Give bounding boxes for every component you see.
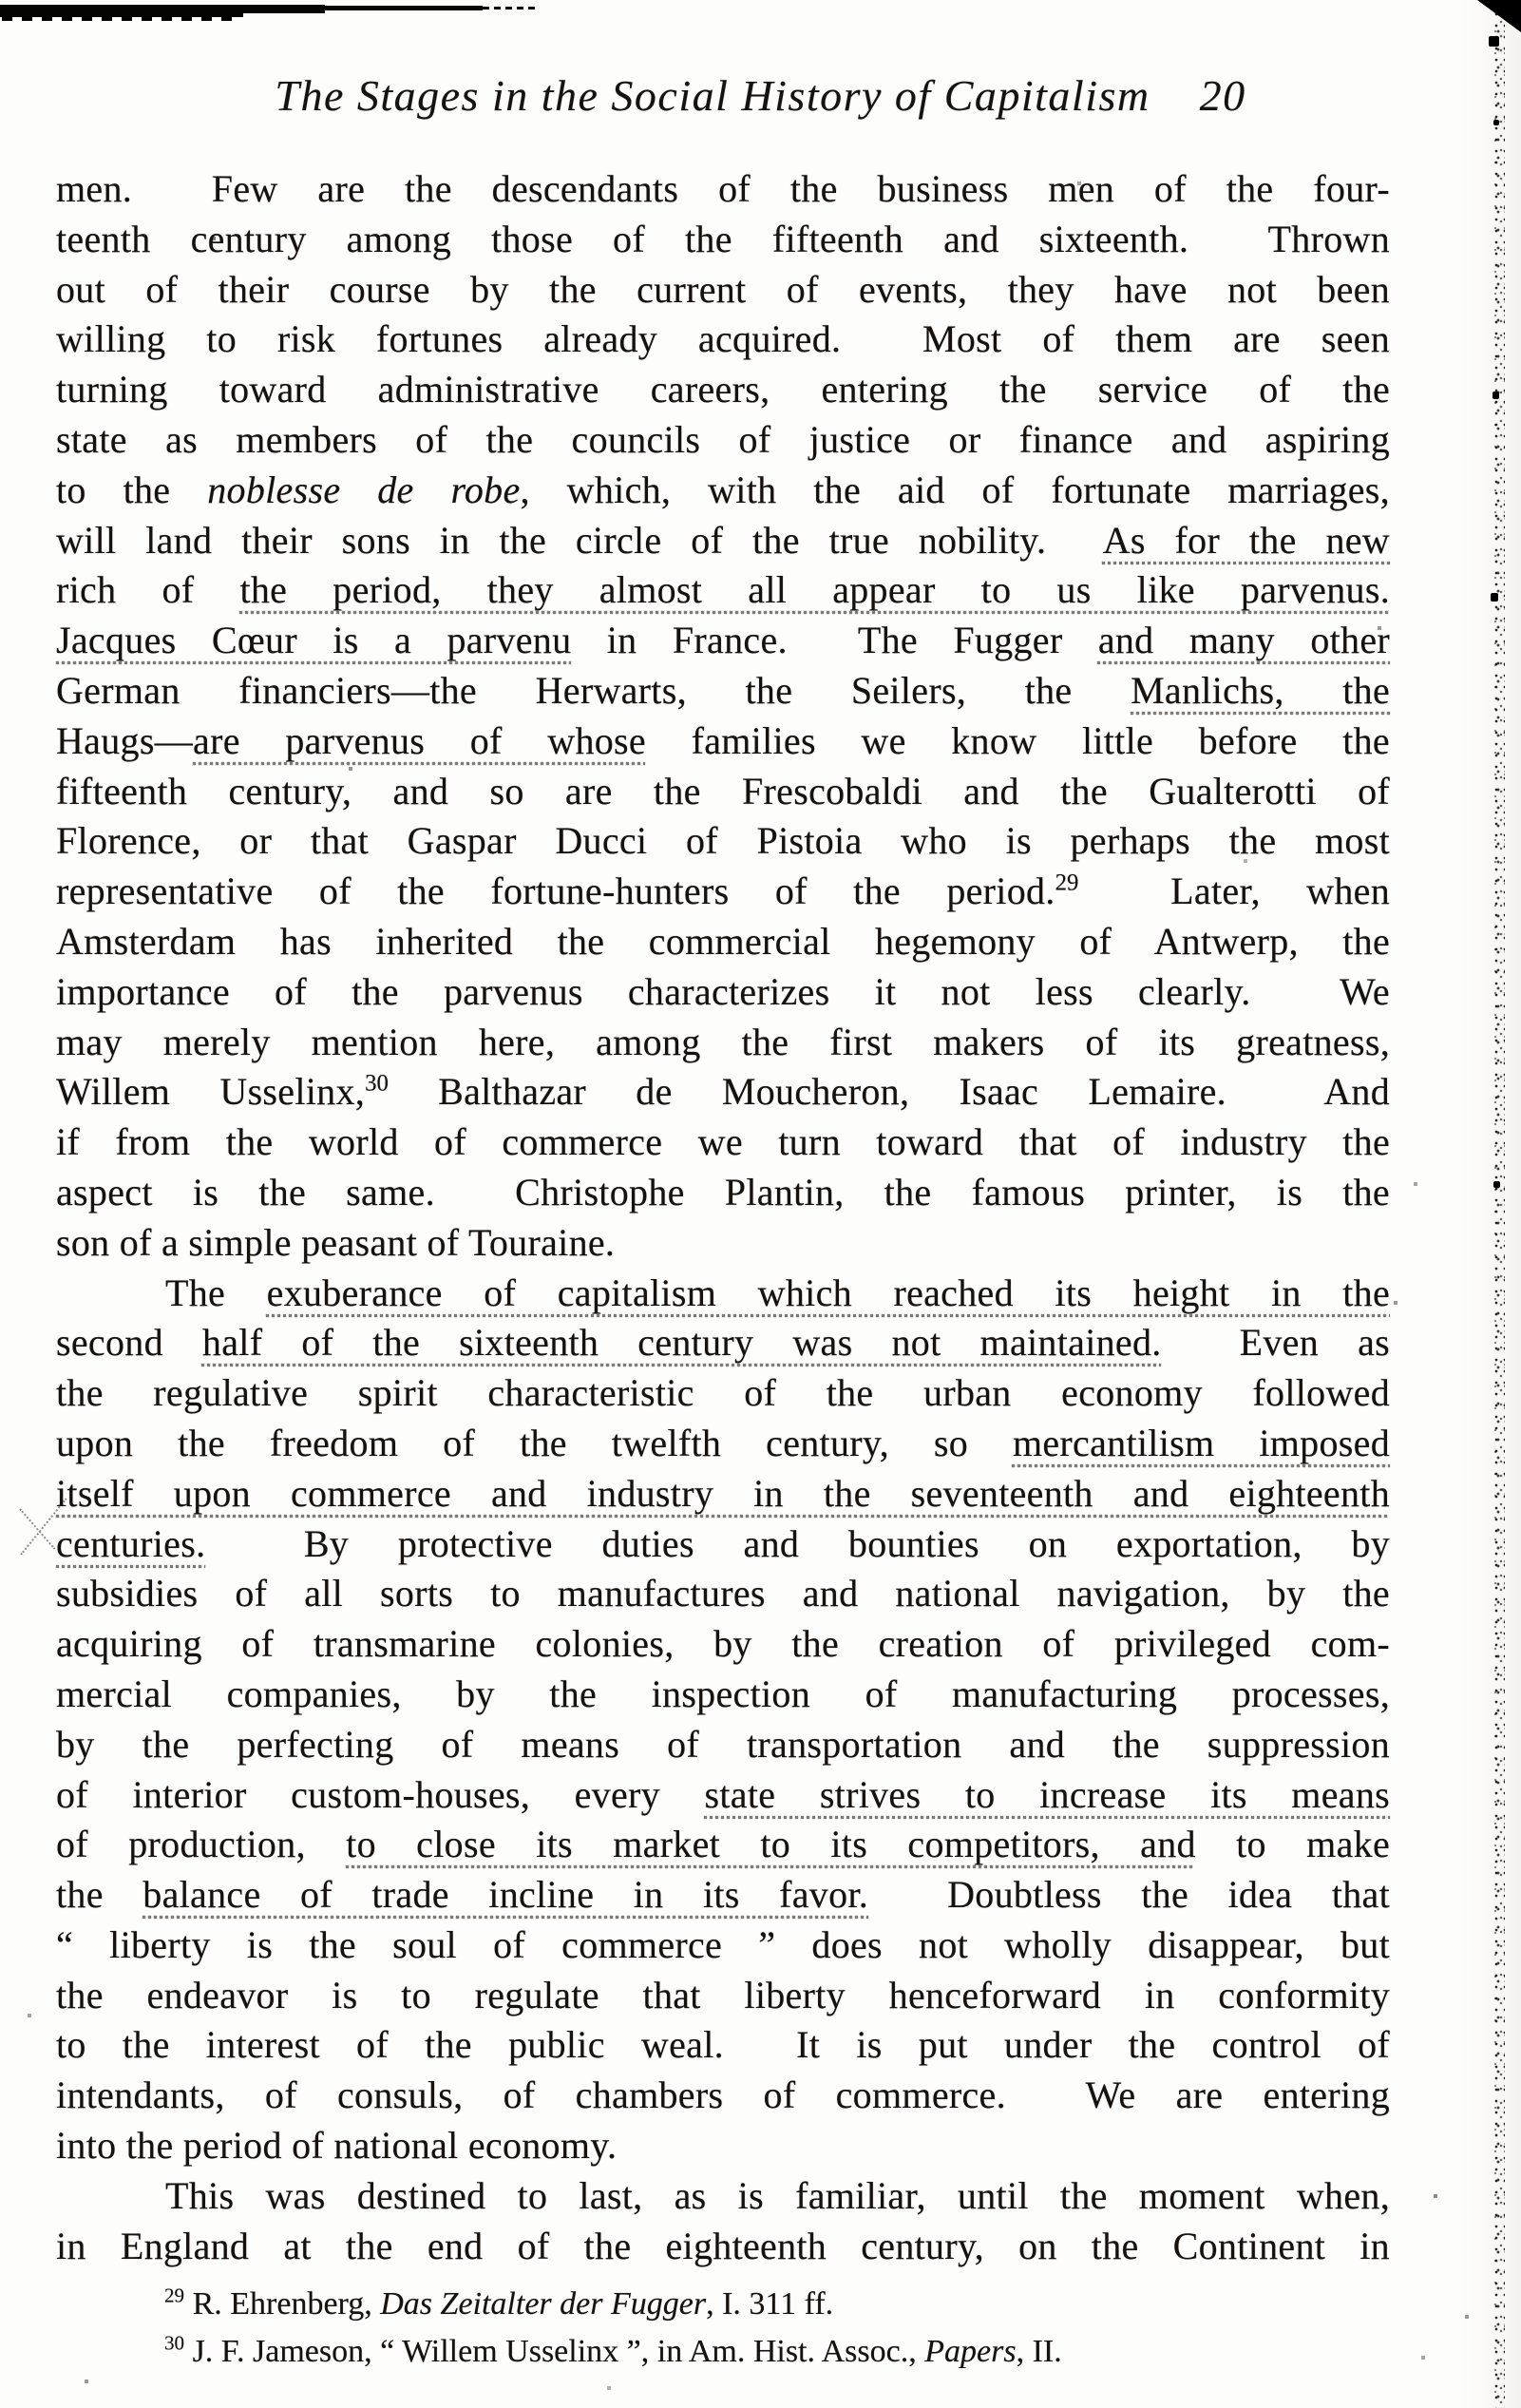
body-text bbox=[56, 164, 1390, 2271]
text-line bbox=[56, 565, 1390, 616]
text-segment: willing to risk fortunes already acquired. Most of them are seen bbox=[56, 317, 1390, 361]
pencil-underlined-text: state strives to increase its means bbox=[704, 1772, 1390, 1816]
text-line bbox=[164, 2328, 1418, 2376]
footnote-marker: 29 bbox=[1055, 870, 1079, 896]
text-line bbox=[56, 1269, 1390, 1319]
text-line bbox=[56, 1018, 1390, 1068]
text-segment: German financiers—the Herwarts, the Seilers, the bbox=[56, 668, 1131, 712]
pencil-underlined-text: exuberance of capitalism which reached its height in the bbox=[266, 1271, 1391, 1314]
text-line bbox=[56, 1419, 1390, 1469]
scan-noise-speckles bbox=[0, 0, 2, 2]
text-line bbox=[56, 164, 1390, 215]
text-line bbox=[56, 1870, 1390, 1921]
text-segment: second bbox=[56, 1321, 202, 1365]
scan-artifact-page-edge-band bbox=[1493, 0, 1505, 2408]
text-segment: importance of the parvenus characterizes it not less clearly. We bbox=[56, 969, 1390, 1013]
pencil-underlined-text: itself upon commerce and industry in the seventeenth and eighteenth bbox=[56, 1471, 1390, 1515]
pencil-underlined-text: and many other bbox=[1097, 619, 1391, 662]
text-line bbox=[56, 1619, 1390, 1670]
text-segment: upon the freedom of the twelfth century, so bbox=[56, 1421, 1013, 1464]
text-segment: Haugs— bbox=[56, 718, 194, 762]
text-segment: Papers bbox=[924, 2334, 1017, 2369]
text-line bbox=[56, 2171, 1390, 2222]
text-line bbox=[56, 466, 1390, 516]
text-line bbox=[164, 2281, 1418, 2328]
scan-artifact-top-bar bbox=[0, 5, 243, 17]
text-segment: by the perfecting of means of transportation and the suppression bbox=[56, 1722, 1390, 1766]
text-segment: Das Zeitalter der Fugger bbox=[380, 2286, 707, 2322]
text-segment: representative of the fortune-hunters of the period. bbox=[56, 870, 1055, 913]
text-segment: Florence, or that Gaspar Ducci of Pistoia who is perhaps the most bbox=[56, 819, 1390, 863]
text-segment: fifteenth century, and so are the Frescobaldi and the Gualterotti of bbox=[56, 769, 1390, 812]
text-line bbox=[56, 1168, 1390, 1218]
pencil-underlined-text: Manlichs, the bbox=[1131, 668, 1390, 712]
text-segment: to the interest of the public weal. It is put under the control of bbox=[56, 2023, 1390, 2067]
text-segment: intendants, of consuls, of chambers of commerce. We are entering bbox=[56, 2074, 1390, 2117]
text-segment: out of their course by the current of events, they have not been bbox=[56, 267, 1390, 311]
text-line bbox=[56, 1820, 1390, 1870]
pencil-stroke bbox=[19, 1508, 55, 1550]
pencil-underlined-text: Jacques Cœur is a parvenu bbox=[56, 619, 572, 662]
scan-artifact-ink-blob bbox=[1491, 593, 1498, 602]
text-line bbox=[56, 516, 1390, 566]
pencil-underlined-text: are parvenus of whose bbox=[193, 718, 646, 762]
text-segment: in France. The Fugger bbox=[571, 619, 1098, 662]
text-line bbox=[56, 717, 1390, 767]
text-segment: , I. 311 ff. bbox=[706, 2286, 834, 2322]
text-segment: , which, with the aid of fortunate marriages, bbox=[520, 468, 1390, 511]
text-line bbox=[56, 265, 1390, 315]
pencil-underlined-text: the period, they almost all appear to us like parvenus. bbox=[239, 568, 1390, 612]
scan-artifact-ink-blob bbox=[1489, 36, 1499, 47]
text-segment: “ liberty is the soul of commerce ” does not wholly disappear, but bbox=[56, 1922, 1390, 1966]
text-segment: families we know little before the bbox=[645, 718, 1390, 762]
text-segment: mercial companies, by the inspection of manufacturing processes, bbox=[56, 1672, 1390, 1715]
text-segment: Willem Usselinx, bbox=[56, 1070, 366, 1114]
text-line bbox=[56, 1368, 1390, 1419]
text-line bbox=[56, 1921, 1390, 1971]
text-segment: noblesse de robe bbox=[207, 468, 521, 511]
text-segment: Balthazar de Moucheron, Isaac Lemaire. And bbox=[388, 1070, 1390, 1114]
text-segment: if from the world of commerce we turn toward that of industry the bbox=[56, 1120, 1390, 1164]
text-segment: , II. bbox=[1016, 2334, 1062, 2369]
pencil-underlined-text: half of the sixteenth century was not maintained. bbox=[201, 1321, 1162, 1365]
text-line bbox=[56, 2071, 1390, 2121]
text-segment: Doubtless the idea that bbox=[868, 1873, 1391, 1917]
text-segment: Even as bbox=[1161, 1321, 1390, 1365]
text-segment: of interior custom-houses, every bbox=[56, 1772, 705, 1816]
pencil-underlined-text: centuries. bbox=[56, 1521, 206, 1565]
text-segment: This was destined to last, as is familiar, until the moment when, bbox=[165, 2173, 1390, 2217]
pencil-underlined-text: balance of trade incline in its favor. bbox=[143, 1873, 869, 1917]
text-line bbox=[56, 767, 1390, 817]
text-segment: R. Ehrenberg, bbox=[184, 2286, 381, 2322]
text-line bbox=[56, 1118, 1390, 1168]
text-segment: to the bbox=[56, 468, 208, 511]
text-line bbox=[56, 1218, 1390, 1269]
text-line bbox=[56, 1971, 1390, 2021]
text-line bbox=[56, 917, 1390, 967]
text-segment: will land their sons in the circle of the true nobility. bbox=[56, 518, 1103, 562]
footnote-marker: 30 bbox=[164, 2331, 185, 2355]
text-segment: of production, bbox=[56, 1823, 347, 1866]
text-line bbox=[56, 1670, 1390, 1720]
pencil-underlined-text: to close its market to its competitors, and bbox=[346, 1823, 1196, 1866]
text-line bbox=[56, 315, 1390, 365]
text-line bbox=[56, 365, 1390, 415]
scan-artifact-ink-blob bbox=[1492, 392, 1499, 399]
pencil-underlined-text: As for the new bbox=[1102, 518, 1390, 562]
text-segment: to make bbox=[1195, 1823, 1390, 1866]
text-segment: teenth century among those of the fifteenth and sixteenth. Thrown bbox=[56, 217, 1390, 260]
text-segment: The bbox=[165, 1271, 267, 1314]
text-segment: state as members of the councils of justice or finance and aspiring bbox=[56, 417, 1390, 461]
text-segment: may merely mention here, among the first makers of its greatness, bbox=[56, 1020, 1390, 1063]
scan-artifact-ink-blob bbox=[1493, 1181, 1500, 1188]
text-line bbox=[56, 1720, 1390, 1770]
text-segment: aspect is the same. Christophe Plantin, the famous printer, is the bbox=[56, 1170, 1390, 1214]
text-line bbox=[56, 816, 1390, 867]
footnotes bbox=[164, 2281, 1418, 2376]
footnote-marker: 29 bbox=[164, 2284, 185, 2307]
text-line bbox=[56, 415, 1390, 466]
text-segment: Later, when bbox=[1078, 870, 1390, 913]
text-segment: the regulative spirit characteristic of the urban economy followed bbox=[56, 1371, 1390, 1415]
text-line bbox=[56, 1469, 1390, 1519]
text-line bbox=[56, 1318, 1390, 1368]
text-line bbox=[56, 2121, 1390, 2171]
text-segment: acquiring of transmarine colonies, by the creation of privileged com- bbox=[56, 1622, 1390, 1666]
footnote-marker: 30 bbox=[365, 1071, 389, 1098]
scan-artifact-top-bar-dashes bbox=[483, 7, 538, 10]
text-segment: son of a simple peasant of Touraine. bbox=[56, 1220, 616, 1264]
text-segment: the bbox=[56, 1873, 143, 1917]
page-number: 20 bbox=[1199, 71, 1246, 120]
text-line bbox=[56, 616, 1390, 666]
text-line bbox=[56, 2222, 1390, 2272]
text-line bbox=[56, 666, 1390, 717]
text-segment: in England at the end of the eighteenth century, on the Continent in bbox=[56, 2224, 1390, 2267]
text-line bbox=[56, 1519, 1390, 1570]
text-segment: into the period of national economy. bbox=[56, 2124, 618, 2168]
text-segment: J. F. Jameson, “ Willem Usselinx ”, in Am. Hist. Assoc., bbox=[184, 2334, 925, 2369]
text-segment: the endeavor is to regulate that liberty henceforward in conformity bbox=[56, 1973, 1390, 2016]
text-segment: turning toward administrative careers, entering the service of the bbox=[56, 368, 1390, 411]
pencil-underlined-text: mercantilism imposed bbox=[1012, 1421, 1390, 1464]
text-segment: Amsterdam has inherited the commercial hegemony of Antwerp, the bbox=[56, 919, 1390, 963]
text-line bbox=[56, 867, 1390, 917]
text-line bbox=[56, 215, 1390, 265]
text-segment: men. Few are the descendants of the business men of the four- bbox=[56, 167, 1390, 210]
text-line bbox=[56, 1067, 1390, 1118]
chapter-title: The Stages in the Social History of Capitalism bbox=[275, 71, 1150, 120]
scan-artifact-top-bar-thin-line bbox=[325, 6, 483, 10]
scan-artifact-top-bar-segment bbox=[243, 5, 325, 13]
text-segment: By protective duties and bounties on exportation, by bbox=[205, 1521, 1390, 1565]
scan-artifact-top-bar-ragged-edge bbox=[2, 17, 239, 21]
text-segment: subsidies of all sorts to manufactures and national navigation, by the bbox=[56, 1572, 1390, 1615]
text-line bbox=[56, 967, 1390, 1018]
text-line bbox=[56, 2020, 1390, 2071]
text-line bbox=[56, 1770, 1390, 1821]
text-line bbox=[56, 1569, 1390, 1619]
running-header bbox=[0, 70, 1521, 121]
text-segment: rich of bbox=[56, 568, 240, 612]
